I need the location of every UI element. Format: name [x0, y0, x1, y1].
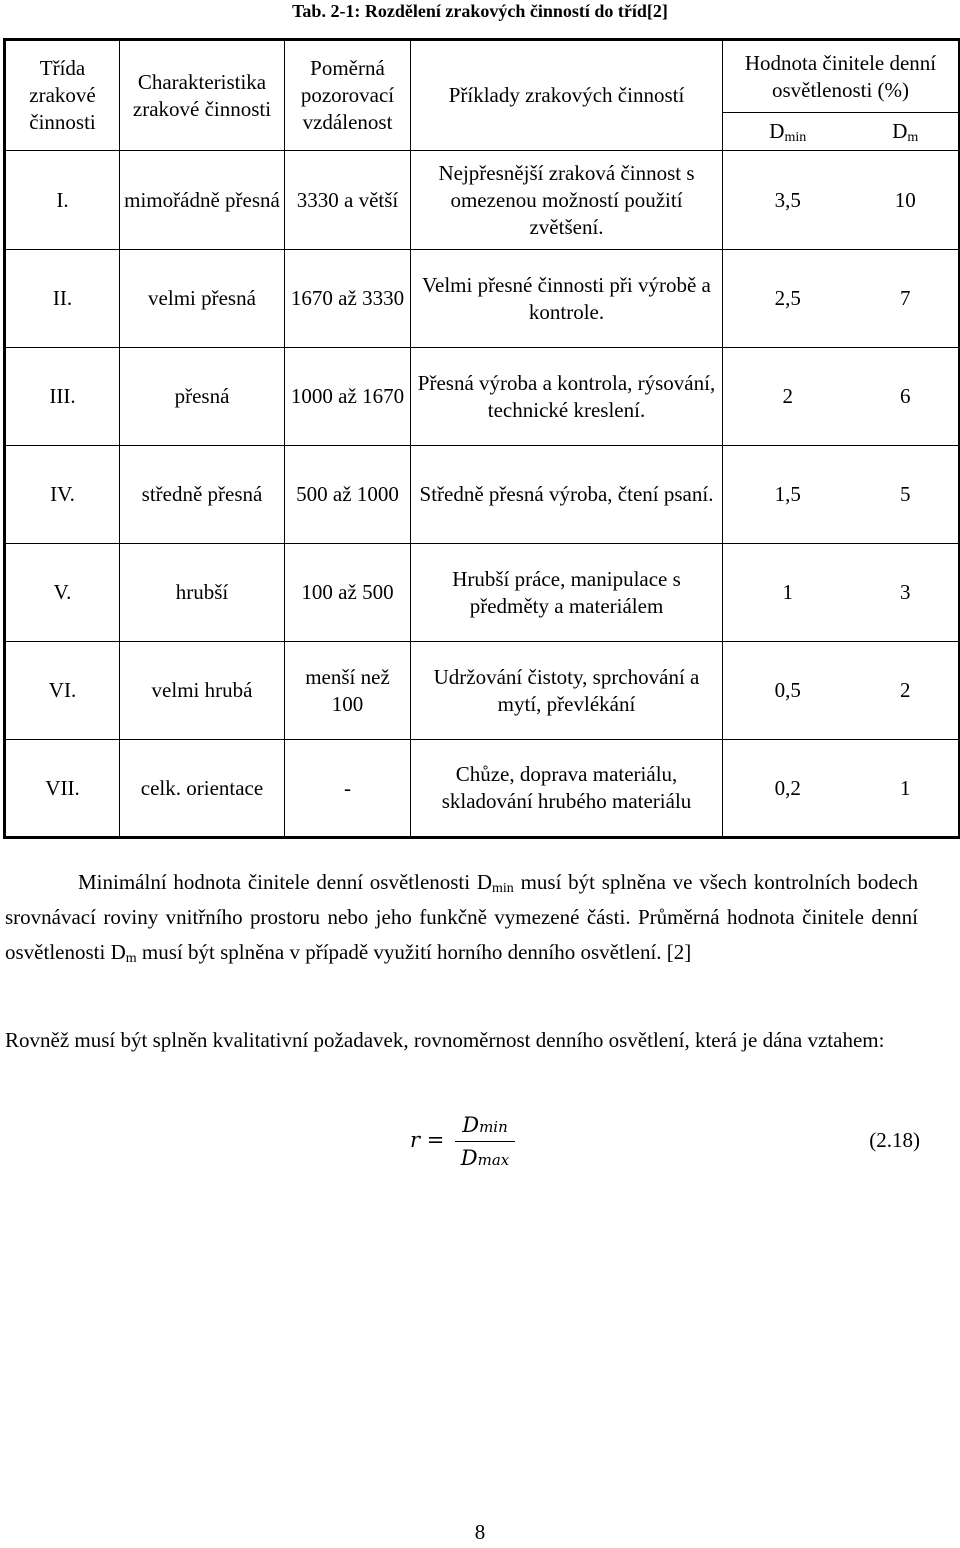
- classification-table: [3, 38, 960, 839]
- cell-priklady: Středně přesná výroba, čtení psaní.: [411, 446, 723, 544]
- cell-charakteristika: celk. orientace: [120, 740, 285, 838]
- cell-vzdalenost: 3330 a větší: [285, 151, 411, 250]
- cell-charakteristika: velmi hrubá: [120, 642, 285, 740]
- cell-dmin: 3,5: [723, 151, 853, 250]
- cell-vzdalenost: 1670 až 3330: [285, 250, 411, 348]
- cell-dm: 6: [853, 348, 960, 446]
- cell-vzdalenost: -: [285, 740, 411, 838]
- cell-dmin: 0,5: [723, 642, 853, 740]
- formula-denominator: Dmax: [460, 1146, 510, 1170]
- cell-dm: 7: [853, 250, 960, 348]
- cell-priklady: Hrubší práce, manipulace s předměty a materiálem: [411, 544, 723, 642]
- cell-vzdalenost: 100 až 500: [285, 544, 411, 642]
- table-row: [5, 642, 960, 740]
- cell-charakteristika: mimořádně přesná: [120, 151, 285, 250]
- cell-charakteristika: přesná: [120, 348, 285, 446]
- cell-priklady: Nejpřesnější zraková činnost s omezenou možností použití zvětšení.: [411, 151, 723, 250]
- paragraph-dmin-requirement: Minimální hodnota činitele denní osvětlenosti $D_{min}$ musí být splněna ve všech kontrolních bodech srovnávací roviny vnitřního prostoru nebo jeho funkčně vymezené části. Průměrná hodnota činitele denní osvětlenosti $D_m$ musí být splněna v případě využití horního denního osvětlení. [2]: [5, 870, 918, 966]
- cell-charakteristika: velmi přesná: [120, 250, 285, 348]
- cell-vzdalenost: 500 až 1000: [285, 446, 411, 544]
- cell-trida: I.: [5, 151, 120, 250]
- formula-lhs: r =: [410, 1128, 445, 1152]
- cell-trida: III.: [5, 348, 120, 446]
- header-charakteristika: Charakteristika zrakové činnosti: [120, 40, 285, 151]
- cell-dmin: 2,5: [723, 250, 853, 348]
- cell-vzdalenost: menší než 100: [285, 642, 411, 740]
- cell-dmin: 2: [723, 348, 853, 446]
- cell-dm: 5: [853, 446, 960, 544]
- header-trida: Třída zrakové činnosti: [5, 40, 120, 151]
- cell-charakteristika: hrubší: [120, 544, 285, 642]
- cell-trida: VI.: [5, 642, 120, 740]
- table-row: [5, 250, 960, 348]
- cell-dm: 2: [853, 642, 960, 740]
- equation-number: (2.18): [869, 1128, 920, 1152]
- table-row: [5, 740, 960, 838]
- cell-dm: 3: [853, 544, 960, 642]
- table-row: [5, 151, 960, 250]
- page-number: 8: [474, 1520, 486, 1544]
- cell-vzdalenost: 1000 až 1670: [285, 348, 411, 446]
- cell-trida: II.: [5, 250, 120, 348]
- header-dm: $D_m$: [853, 113, 960, 151]
- paragraph-uniformity: Rovněž musí být splněn kvalitativní požadavek, rovnoměrnost denního osvětlení, která je dána vztahem:: [5, 1028, 885, 1052]
- table-row: [5, 446, 960, 544]
- cell-dmin: 0,2: [723, 740, 853, 838]
- header-dmin: $D_{min}$: [723, 113, 853, 151]
- table-caption: Tab. 2-1: Rozdělení zrakových činností do tříd[2]: [292, 1, 668, 21]
- table-row: [5, 544, 960, 642]
- cell-dmin: 1: [723, 544, 853, 642]
- cell-trida: VII.: [5, 740, 120, 838]
- cell-trida: V.: [5, 544, 120, 642]
- cell-charakteristika: středně přesná: [120, 446, 285, 544]
- fraction-bar: [455, 1141, 515, 1142]
- cell-trida: IV.: [5, 446, 120, 544]
- formula-fraction: [455, 1110, 515, 1173]
- cell-dm: 1: [853, 740, 960, 838]
- header-vzdalenost: Poměrná pozorovací vzdálenost: [285, 40, 411, 151]
- header-hodnota: Hodnota činitele denní osvětlenosti (%): [723, 40, 960, 113]
- formula-numerator: Dmin: [462, 1113, 508, 1137]
- cell-priklady: Chůze, doprava materiálu, skladování hrubého materiálu: [411, 740, 723, 838]
- cell-priklady: Udržování čistoty, sprchování a mytí, převlékání: [411, 642, 723, 740]
- cell-dm: 10: [853, 151, 960, 250]
- cell-dmin: 1,5: [723, 446, 853, 544]
- cell-priklady: Velmi přesné činnosti při výrobě a kontrole.: [411, 250, 723, 348]
- table-row: [5, 348, 960, 446]
- header-priklady: Příklady zrakových činností: [411, 40, 723, 151]
- cell-priklady: Přesná výroba a kontrola, rýsování, technické kreslení.: [411, 348, 723, 446]
